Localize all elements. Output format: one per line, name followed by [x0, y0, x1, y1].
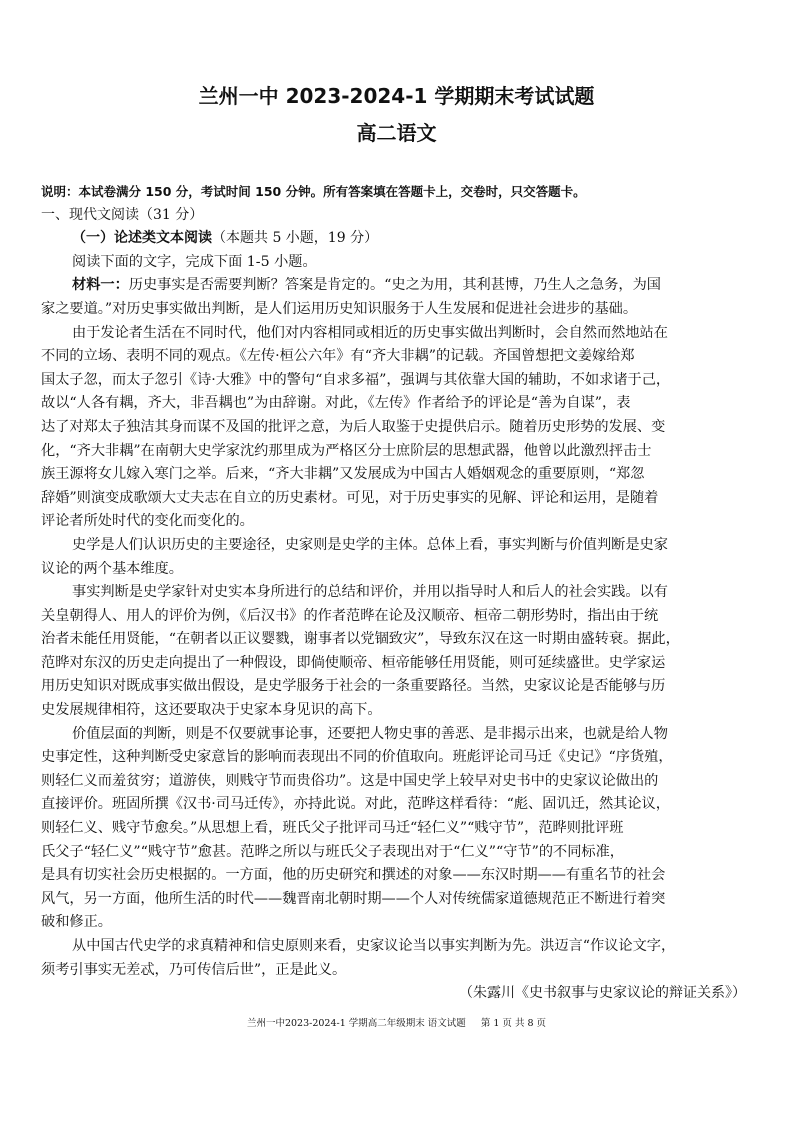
footer-exam-info: 兰州一中2023-2024-1 学期高二年级期末 语文试题 [246, 1018, 466, 1029]
paragraph-line: 是具有切实社会历史根据的。一方面，他的历史研究和撰述的对象——东汉时期——有重名节的社会 [41, 867, 666, 884]
paragraph-line: 国太子忽，而太子忽引《诗·大雅》中的警句“自求多福”，强调与其依靠大国的辅助，不如求诸于己， [41, 371, 671, 388]
paragraph-line: 族王源将女儿嫁入寒门之举。后来，“齐大非耦”又发展成为中国古人婚姻观念的重要原则，“郑忽 [41, 466, 645, 483]
paragraph-line: 范晔对东汉的历史走向提出了一种假设，即倘使顺帝、桓帝能够任用贤能，则可延续盛世。史学家运 [41, 654, 666, 671]
paragraph-line: 故以“人各有耦，齐大，非吾耦也”为由辞谢。对此，《左传》作者给予的评论是“善为自谋”，表 [41, 395, 631, 412]
page-footer [0, 1015, 793, 1029]
paragraph-line: 评论者所处时代的变化而变化的。 [41, 513, 254, 530]
exam-subject: 高二语文 [356, 121, 437, 145]
paragraph-line: 破和修正。 [41, 914, 112, 931]
paragraph-line: 史学是人们认识历史的主要途径，史家则是史学的主体。总体上看，事实判断与价值判断是史家 [72, 536, 668, 553]
paragraph-line: 达了对郑太子独洁其身而谋不及国的批评之意，为后人取鉴于史提供启示。随着历史形势的发展、变 [41, 418, 666, 435]
exam-title: 兰州一中 2023-2024-1 学期期末考试试题 [198, 84, 595, 108]
paragraph-line: 辞婚”则演变成歌颂大丈夫志在自立的历史素材。可见，对于历史事实的见解、评论和运用，是随着 [41, 489, 659, 506]
footer-page-number: 第 1 页 共 8 页 [480, 1018, 547, 1029]
source-citation: （朱露川《史书叙事与史家议论的辩证关系》） [459, 985, 746, 1002]
reading-prompt: 阅读下面的文字，完成下面 1-5 小题。 [72, 253, 317, 270]
paragraph-line: 议论的两个基本维度。 [41, 560, 183, 577]
subsection-heading [41, 227, 751, 251]
subsection-detail: （本题共 5 小题，19 分） [212, 230, 379, 247]
paragraph-line: 治者未能任用贤能，“在朝者以正议婴戮，谢事者以党锢致灾”，导致东汉在这一时期由盛转衰。据此， [41, 631, 680, 648]
paragraph-line: 化，“齐大非耦”在南朝大史学家沈约那里成为严格区分士庶阶层的思想武器，他曾以此激烈抨击士 [41, 442, 652, 459]
paragraph-line: 氏父子“轻仁义”“贱守节”愈甚。范晔之所以与班氏父子表现出对于“仁义”“守节”的不同标准， [41, 843, 624, 860]
paragraph-line: 则轻仁义、贱守节愈矣。”从思想上看，班氏父子批评司马迁“轻仁义”“贱守节”，范晔则批评班 [41, 820, 624, 837]
paragraph-line: 材料一：历史事实是否需要判断？答案是肯定的。“史之为用，其利甚博，乃生人之急务，为国 [72, 277, 661, 294]
paragraph-line: 风气，另一方面，他所生活的时代——魏晋南北朝时期——个人对传统儒家道德规范正不断进行着突 [41, 890, 666, 907]
paragraph-line: 则轻仁义而羞贫穷；道游侠，则贱守节而贵俗功”。这是中国史学上较早对史书中的史家议论做出的 [41, 772, 659, 789]
paragraph-line: 不同的立场、表明不同的观点。《左传·桓公六年》有“齐大非耦”的记载。齐国曾想把文姜嫁给郑 [41, 348, 635, 365]
instructions: 说明：本试卷满分 150 分，考试时间 150 分钟。所有答案填在答题卡上，交卷时，只交答题卡。 [41, 184, 586, 199]
exam-body [41, 180, 751, 1006]
paragraph-line: 事实判断是史学家针对史实本身所进行的总结和评价，并用以指导时人和后人的社会实践。以有 [72, 584, 668, 601]
subsection-label: （一）论述类文本阅读 [72, 230, 212, 247]
paragraph-line: 用历史知识对既成事实做出假设，是史学服务于社会的一条重要路径。当然，史家议论是否能够与历 [41, 678, 666, 695]
paragraph-line: 由于发论者生活在不同时代，他们对内容相同或相近的历史事实做出判断时，会自然而然地站在 [72, 324, 668, 341]
paragraph-line: 从中国古代史学的求真精神和信史原则来看，史家议论当以事实判断为先。洪迈言“作议论文字， [72, 938, 676, 954]
paragraph-line: 直接评价。班固所撰《汉书·司马迁传》，亦持此说。对此，范晔这样看待：“彪、固讥迁，然其论议， [41, 796, 670, 813]
material-label: 材料一： [72, 277, 129, 294]
paragraph-line: 家之要道。”对历史事实做出判断，是人们运用历史知识服务于人生发展和促进社会进步的基础。 [41, 300, 638, 317]
section-heading: 一、现代文阅读（31 分） [41, 206, 204, 223]
paragraph-line: 史发展规律相符，这还要取决于史家本身见识的高下。 [41, 702, 382, 719]
paragraph-line: 史事定性，这种判断受史家意旨的影响而表现出不同的价值取向。班彪评论司马迁《史记》“序货殖， [41, 749, 673, 766]
paragraph-line: 价值层面的判断，则是不仅要就事论事，还要把人物史事的善恶、是非揭示出来，也就是给人物 [72, 725, 668, 742]
paragraph-line: 关皇朝得人、用人的评价为例，《后汉书》的作者范晔在论及汉顺帝、桓帝二朝形势时，指出由于统 [41, 607, 659, 624]
paragraph-line: 须考引事实无差忒，乃可传信后世”，正是此义。 [41, 961, 347, 978]
